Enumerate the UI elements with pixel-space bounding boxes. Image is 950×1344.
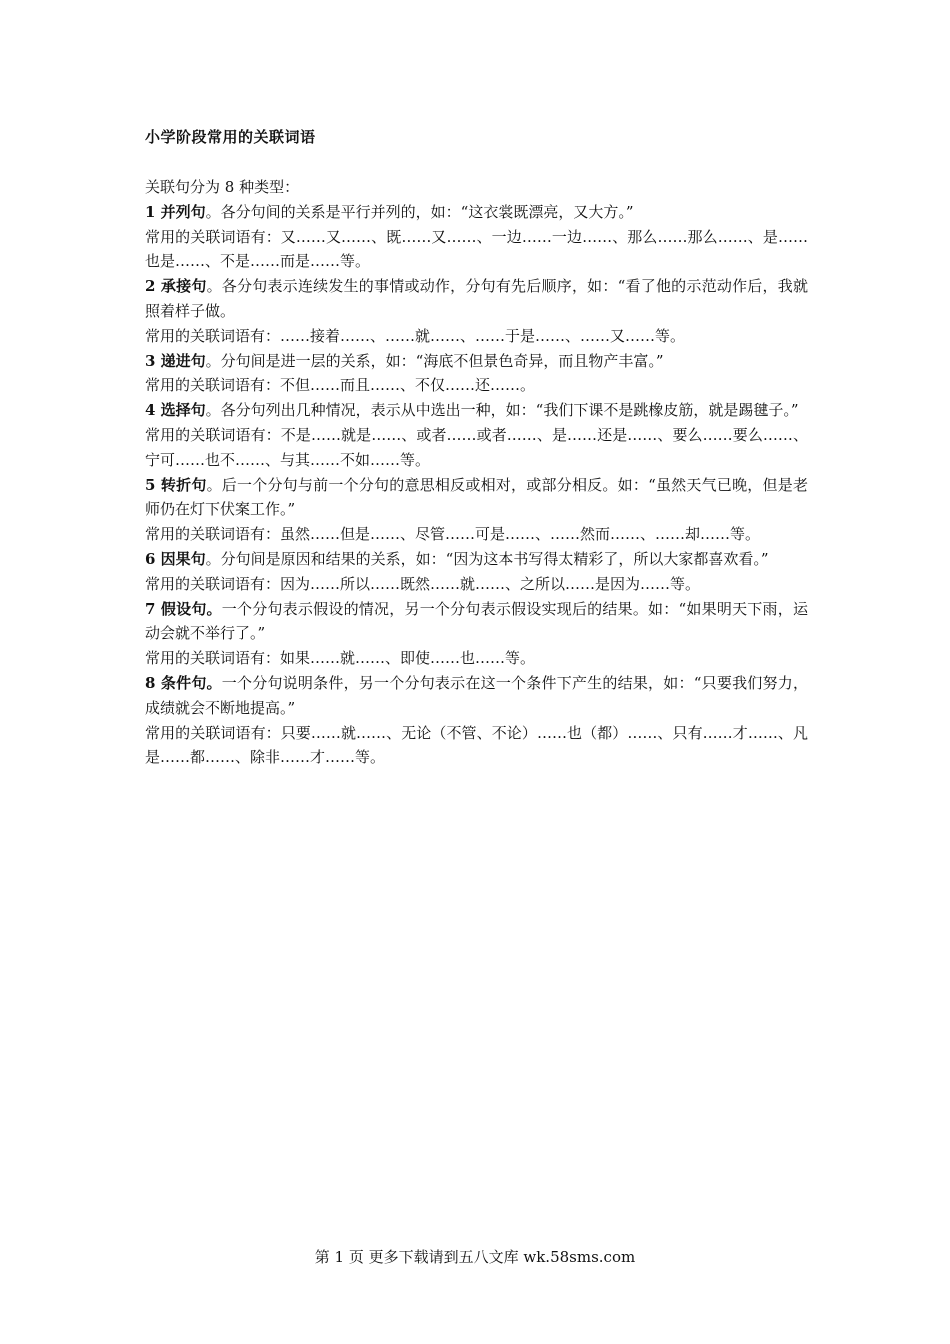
section-8-heading: 8 条件句。 xyxy=(145,673,222,692)
section-6-definition xyxy=(145,547,808,572)
section-8-words: 常用的关联词语有：只要……就……、无论（不管、不论）……也（都）……、只有……才……、凡是……都……、除非……才……等。 xyxy=(145,723,808,767)
section-3-heading: 3 递进句 xyxy=(145,351,206,370)
document-title: 小学阶段常用的关联词语 xyxy=(145,128,316,146)
section-2-heading: 2 承接句 xyxy=(145,277,207,296)
section-7-description: 一个分句表示假设的情况，另一个分句表示假设实现后的结果。如：“如果明天下雨，运动会就不举行了。” xyxy=(145,599,808,643)
section-5-heading: 5 转折句 xyxy=(145,475,207,494)
section-5-words: 常用的关联词语有：虽然……但是……、尽管……可是……、……然而……、……却……等。 xyxy=(145,525,761,544)
section-6-description: 。分句间是原因和结果的关系，如：“因为这本书写得太精彩了，所以大家都喜欢看。” xyxy=(205,549,769,568)
section-7-definition xyxy=(145,597,808,647)
section-2-definition xyxy=(145,274,808,324)
section-3-description: 。分句间是进一层的关系，如：“海底不但景色奇异，而且物产丰富。” xyxy=(205,351,664,370)
section-2-words: 常用的关联词语有：……接着……、……就……、……于是……、……又……等。 xyxy=(145,326,686,345)
section-5-definition xyxy=(145,473,808,523)
section-1-words: 常用的关联词语有：又……又……、既……又……、一边……一边……、那么……那么……、是……也是……、不是……而是……等。 xyxy=(145,227,808,271)
section-7-heading: 7 假设句。 xyxy=(145,599,222,618)
section-4-heading: 4 选择句 xyxy=(145,401,206,420)
page-footer: 第 1 页 更多下载请到五八文库 wk.58sms.com xyxy=(314,1248,636,1266)
section-3-words: 常用的关联词语有：不但……而且……、不仅……还……。 xyxy=(145,376,536,395)
section-6-heading: 6 因果句 xyxy=(145,549,206,568)
section-1-definition xyxy=(145,200,808,225)
document-body xyxy=(145,175,808,770)
section-4-definition xyxy=(145,398,808,423)
intro-paragraph: 关联句分为 8 种类型： xyxy=(145,178,300,196)
section-1-description: 。各分句间的关系是平行并列的，如：“这衣裳既漂亮，又大方。” xyxy=(205,202,634,221)
section-2-description: 。各分句表示连续发生的事情或动作，分句有先后顺序，如：“看了他的示范动作后，我就照着样子做。 xyxy=(145,277,808,320)
section-7-words: 常用的关联词语有：如果……就……、即使……也……等。 xyxy=(145,649,536,668)
section-1-heading: 1 并列句 xyxy=(145,202,206,221)
section-3-definition xyxy=(145,349,808,374)
section-6-words: 常用的关联词语有：因为……所以……既然……就……、之所以……是因为……等。 xyxy=(145,574,701,593)
section-5-description: 。后一个分句与前一个分句的意思相反或相对，或部分相反。如：“虽然天气已晚，但是老师仍在灯下伏案工作。” xyxy=(145,475,808,519)
section-8-definition xyxy=(145,671,808,721)
section-4-description: 。各分句列出几种情况，表示从中选出一种，如：“我们下课不是跳橡皮筋，就是踢毽子。” xyxy=(205,401,799,420)
section-4-words: 常用的关联词语有：不是……就是……、或者……或者……、是……还是……、要么……要么……、宁可……也不……、与其……不如……等。 xyxy=(145,425,808,469)
section-8-description: 一个分句说明条件，另一个分句表示在这一个条件下产生的结果，如：“只要我们努力，成绩就会不断地提高。” xyxy=(145,673,808,717)
